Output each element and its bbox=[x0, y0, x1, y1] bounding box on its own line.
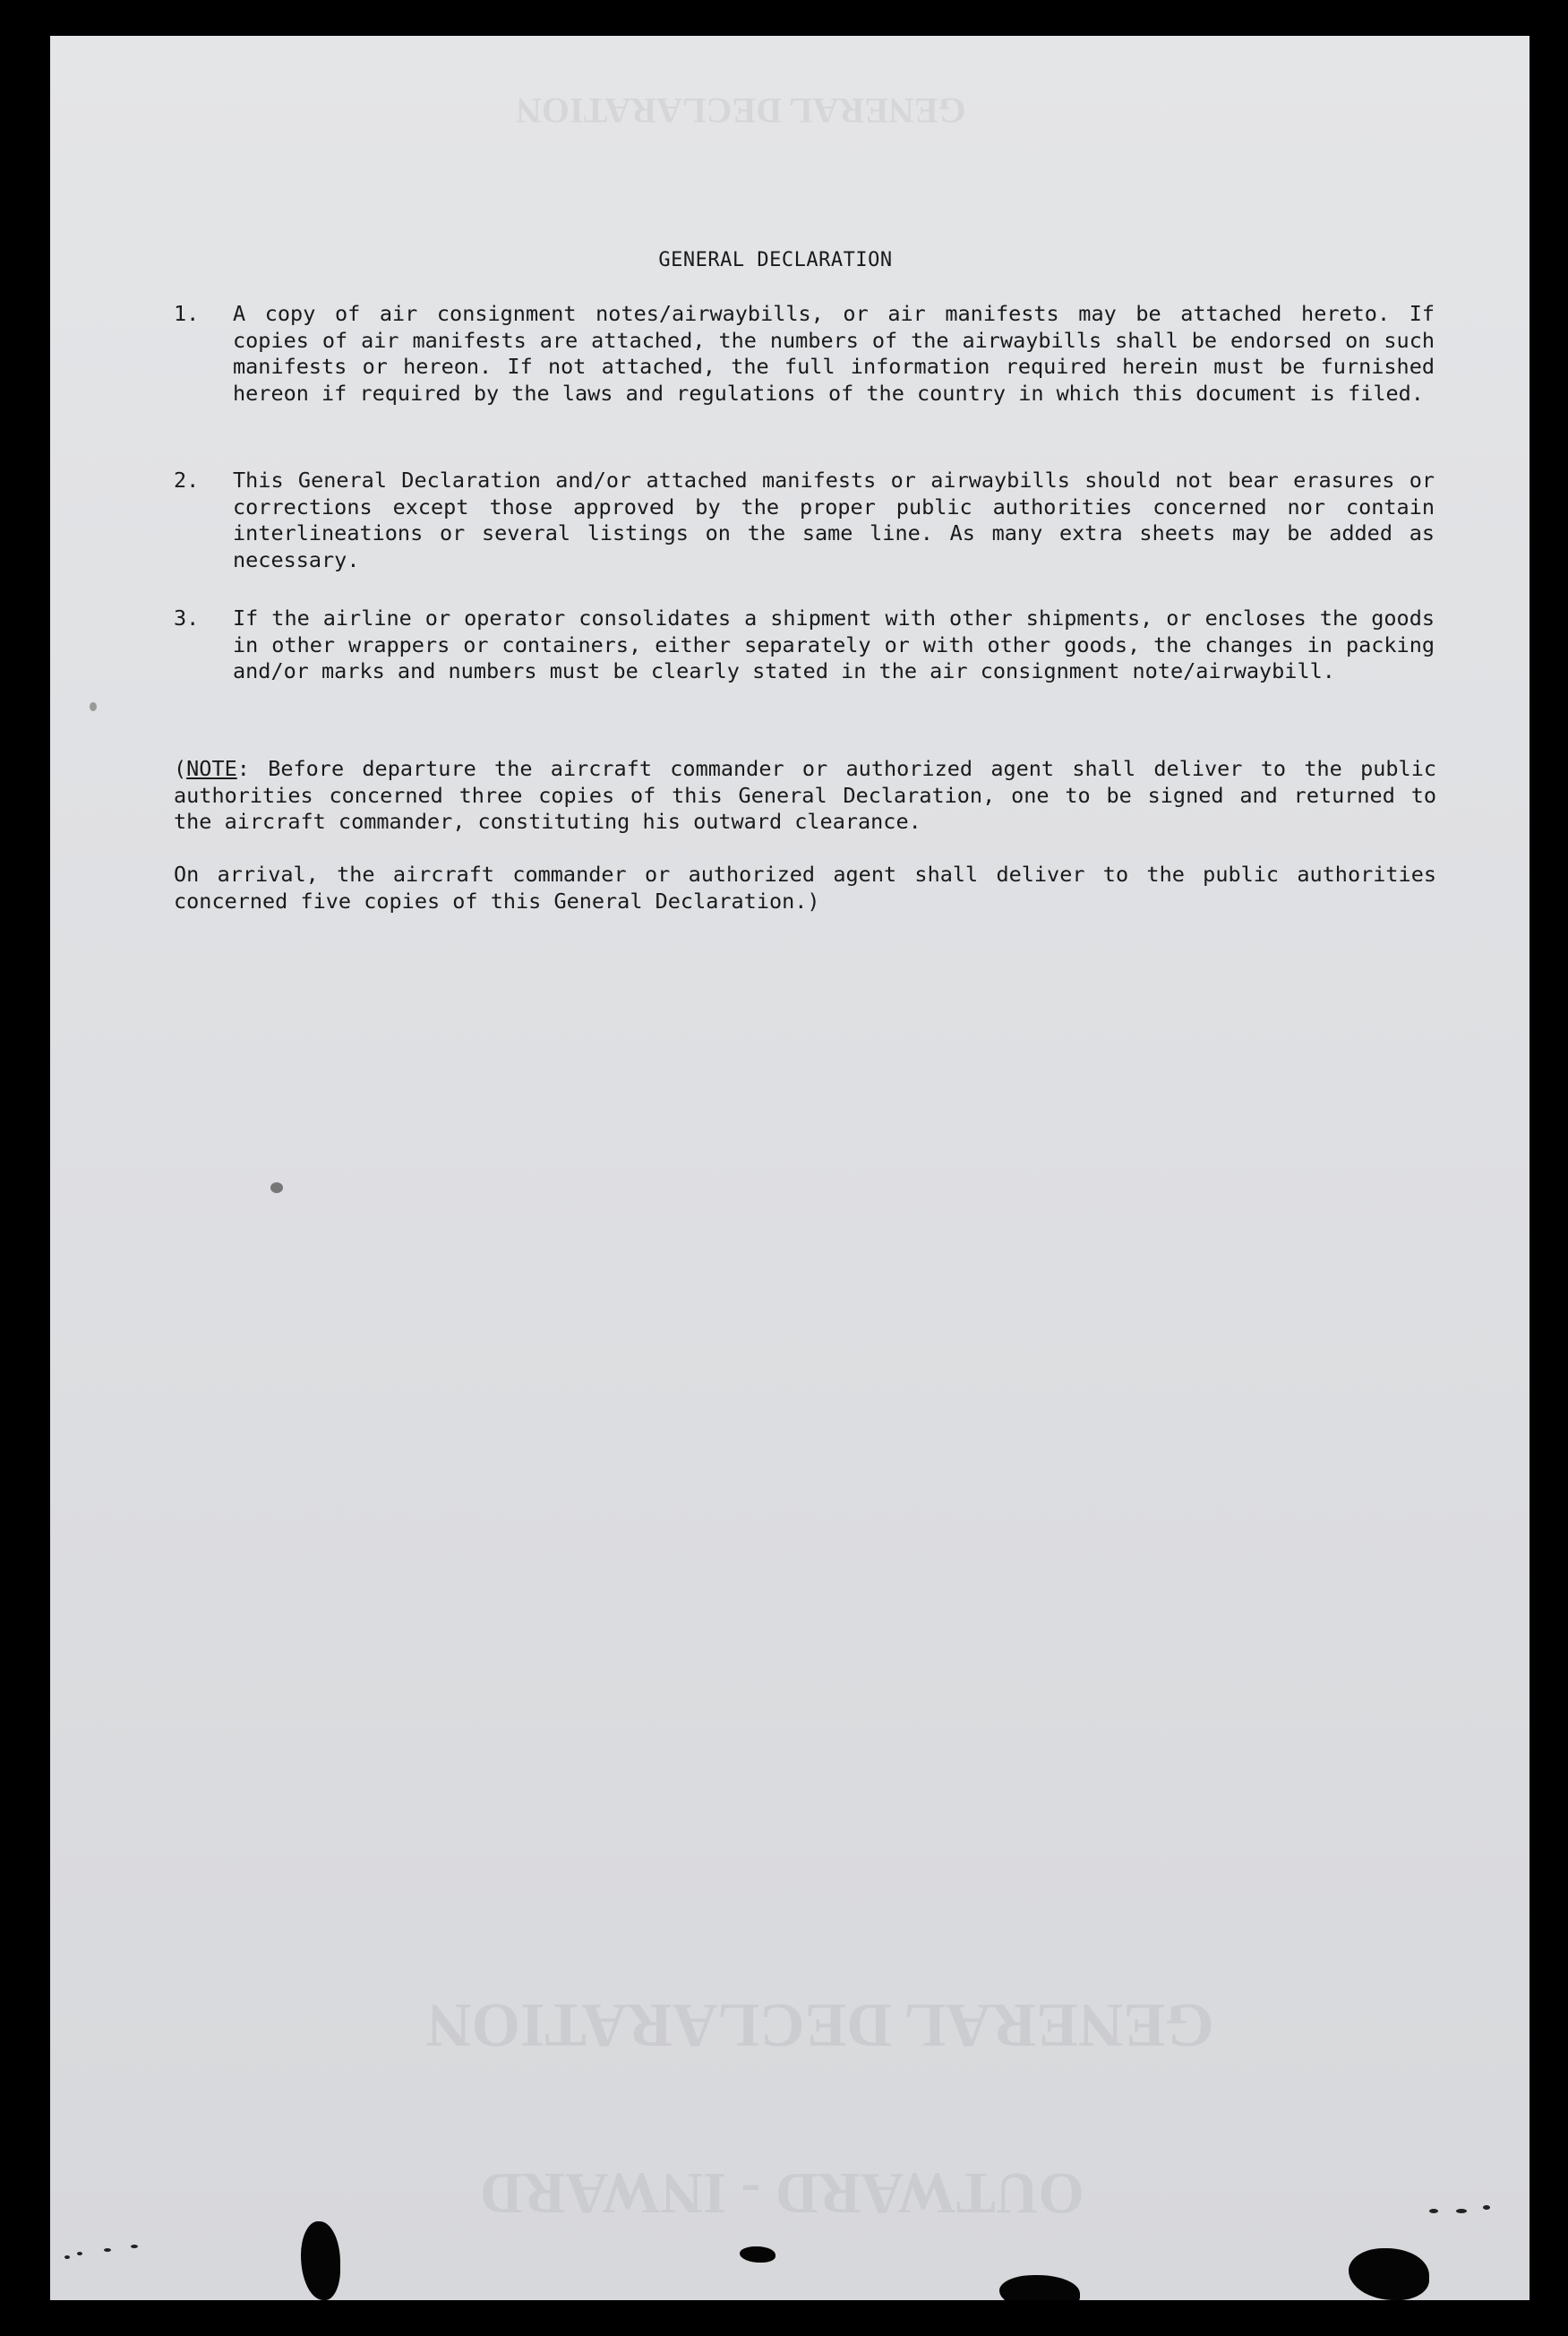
note-colon: : bbox=[236, 756, 250, 781]
scan-speck bbox=[270, 1182, 283, 1193]
list-item-2 bbox=[174, 468, 1436, 575]
arrival-paragraph: On arrival, the aircraft commander or authorized agent shall deliver to the public authorities concerned five copies of this General Declaration.) bbox=[174, 862, 1436, 914]
item-text: This General Declaration and/or attached manifests or airwaybills should not bear erasures or corrections except those approved by the proper public authorities concerned nor contain interlineations or several listings on the same line. As many extra sheets may be added as necessary. bbox=[233, 468, 1435, 572]
list-item-1 bbox=[174, 301, 1436, 435]
item-text: If the airline or operator consolidates a shipment with other shipments, or encloses the goods in other wrappers or containers, either separately or with other goods, the changes in packing and/or marks and numbers must be clearly stated in the air consignment note/airwaybill. bbox=[233, 605, 1435, 683]
document-content bbox=[50, 36, 1529, 2300]
scan-speck bbox=[77, 2252, 82, 2255]
page-title: GENERAL DECLARATION bbox=[658, 249, 893, 271]
bleed-through-title: GENERAL DECLARATION bbox=[426, 1990, 1214, 2059]
document-page bbox=[50, 36, 1529, 2300]
scan-speck bbox=[131, 2245, 138, 2248]
scan-speck bbox=[1456, 2209, 1467, 2213]
scan-speck bbox=[1483, 2205, 1490, 2210]
item-text: A copy of air consignment notes/airwaybills, or air manifests may be attached hereto. If copies of air manifests are attached, the numbers of the airwaybills shall be endorsed on such manifests or hereon. If not attached, the full information required herein must be furnished hereon if required by the laws and regulations of the country in which this document is filed. bbox=[233, 301, 1435, 406]
note-open-paren: ( bbox=[174, 756, 187, 781]
note-paragraph bbox=[174, 756, 1436, 836]
scan-speck bbox=[64, 2255, 70, 2259]
note-label: NOTE bbox=[186, 756, 237, 781]
note-text: Before departure the aircraft commander or authorized agent shall deliver to the public authorities concerned three copies of this General Declaration, one to be signed and returned to the aircraft commander, constituting his outward clearance. bbox=[174, 756, 1436, 834]
bleed-through-subtitle: OUTWARD - INWARD bbox=[480, 2160, 1084, 2226]
item-number: 1. bbox=[174, 301, 200, 326]
scan-speck bbox=[1429, 2209, 1438, 2213]
item-number: 3. bbox=[174, 605, 200, 631]
scan-speck bbox=[90, 702, 97, 711]
scan-speck bbox=[104, 2248, 111, 2252]
list-item-3 bbox=[174, 605, 1436, 713]
bleed-through-header: GENERAL DECLARATION bbox=[516, 90, 966, 131]
item-number: 2. bbox=[174, 468, 200, 493]
